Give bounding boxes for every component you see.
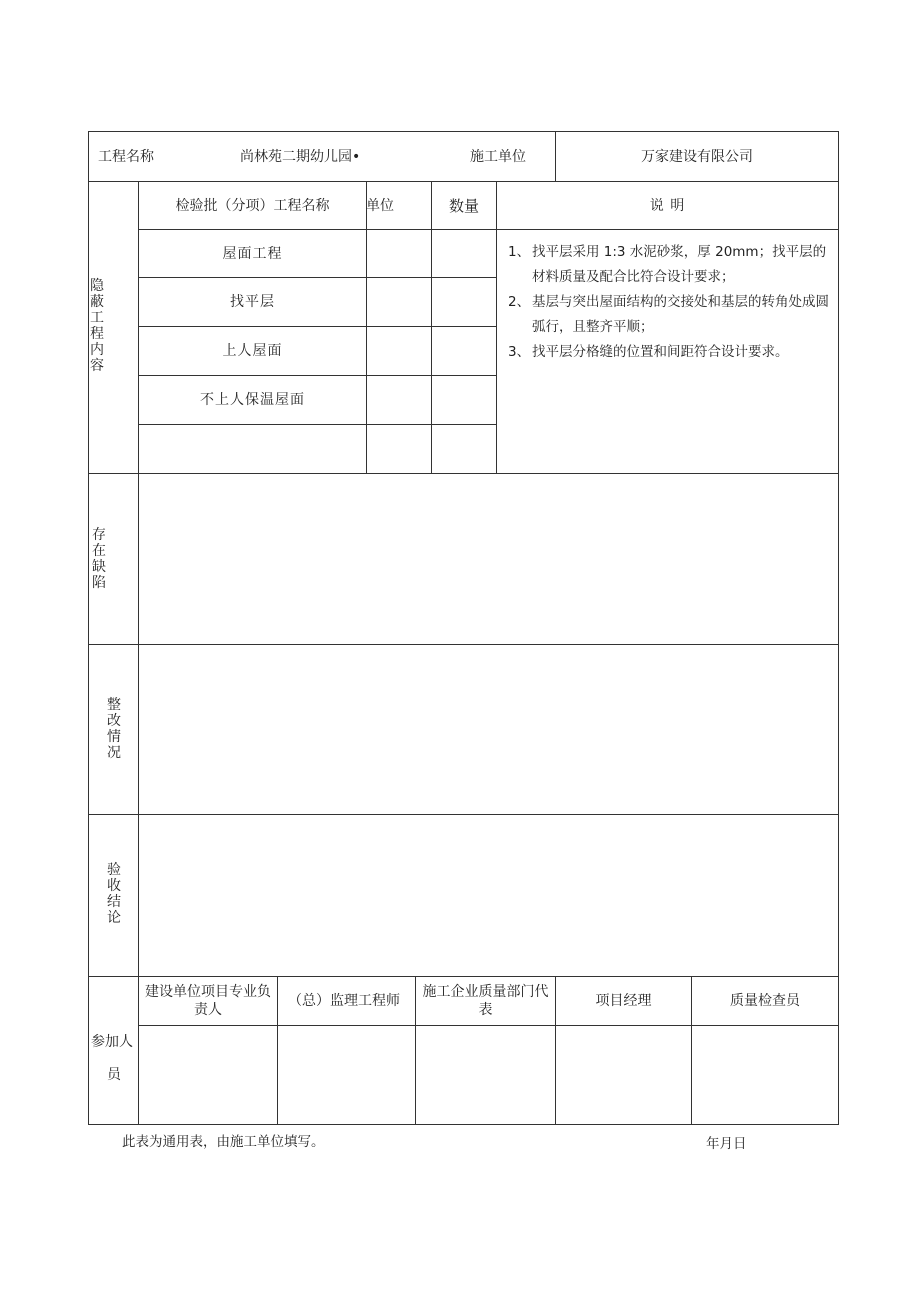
- defects-label: 存在缺陷: [92, 527, 106, 591]
- item-row-1: 屋面工程: [222, 245, 283, 262]
- col-item-header: 检验批（分项）工程名称: [175, 197, 330, 214]
- note-text: 找平层分格缝的位置和间距符合设计要求。: [532, 344, 789, 360]
- note-text: 找平层采用 1:3 水泥砂浆，厚 20mm；找平层的材料质量及配合比符合设计要求；: [532, 244, 827, 285]
- defects-content[interactable]: [139, 474, 838, 644]
- signature-project-manager[interactable]: [556, 1026, 691, 1124]
- role-quality-inspector: 质量检查员: [730, 993, 800, 1009]
- note-item: [508, 240, 830, 290]
- role-project-manager: 项目经理: [595, 993, 652, 1009]
- item-row-4: 不上人保温屋面: [200, 392, 305, 408]
- signature-owner[interactable]: [139, 1026, 277, 1124]
- col-note-header: 说 明: [649, 197, 686, 214]
- footer-note: 此表为通用表，由施工单位填写。: [122, 1134, 325, 1150]
- conclusion-label: 验收结论: [107, 862, 121, 926]
- note-item: [508, 290, 830, 340]
- note-number: 2、: [508, 294, 531, 310]
- signature-quality-inspector[interactable]: [692, 1026, 838, 1124]
- note-number: 3、: [508, 344, 531, 360]
- participants-label: 参加人: [91, 1034, 133, 1050]
- note-text: 基层与突出屋面结构的交接处和基层的转角处成圆弧行，且整齐平顺；: [532, 294, 829, 335]
- contractor-label: 施工单位: [470, 148, 526, 165]
- footer-date: 年月日: [706, 1136, 747, 1152]
- col-unit-header: 单位: [366, 197, 394, 214]
- project-name: 尚林苑二期幼儿园•: [240, 148, 361, 165]
- note-number: 1、: [508, 244, 531, 260]
- note-item: [508, 340, 830, 365]
- role-quality-rep: 施工企业质量部门代表: [422, 984, 549, 1018]
- signature-quality-rep[interactable]: [416, 1026, 555, 1124]
- col-qty-header: 数量: [448, 196, 479, 215]
- contractor-name: 万家建设有限公司: [641, 148, 753, 165]
- rectification-content[interactable]: [139, 645, 838, 814]
- rectification-label: 整改情况: [107, 697, 121, 761]
- notes-list: [508, 240, 830, 365]
- hidden-works-label: 隐蔽工程内容: [90, 278, 104, 374]
- item-row-2: 找平层: [230, 294, 275, 310]
- role-supervisor: （总）监理工程师: [288, 993, 400, 1009]
- conclusion-content[interactable]: [139, 815, 838, 976]
- item-row-3: 上人屋面: [222, 343, 283, 359]
- participants-label-2: 员: [107, 1067, 121, 1083]
- item-row-5: [139, 425, 366, 473]
- project-label: 工程名称: [98, 148, 154, 165]
- role-owner: 建设单位项目专业负责人: [145, 984, 271, 1018]
- signature-supervisor[interactable]: [278, 1026, 415, 1124]
